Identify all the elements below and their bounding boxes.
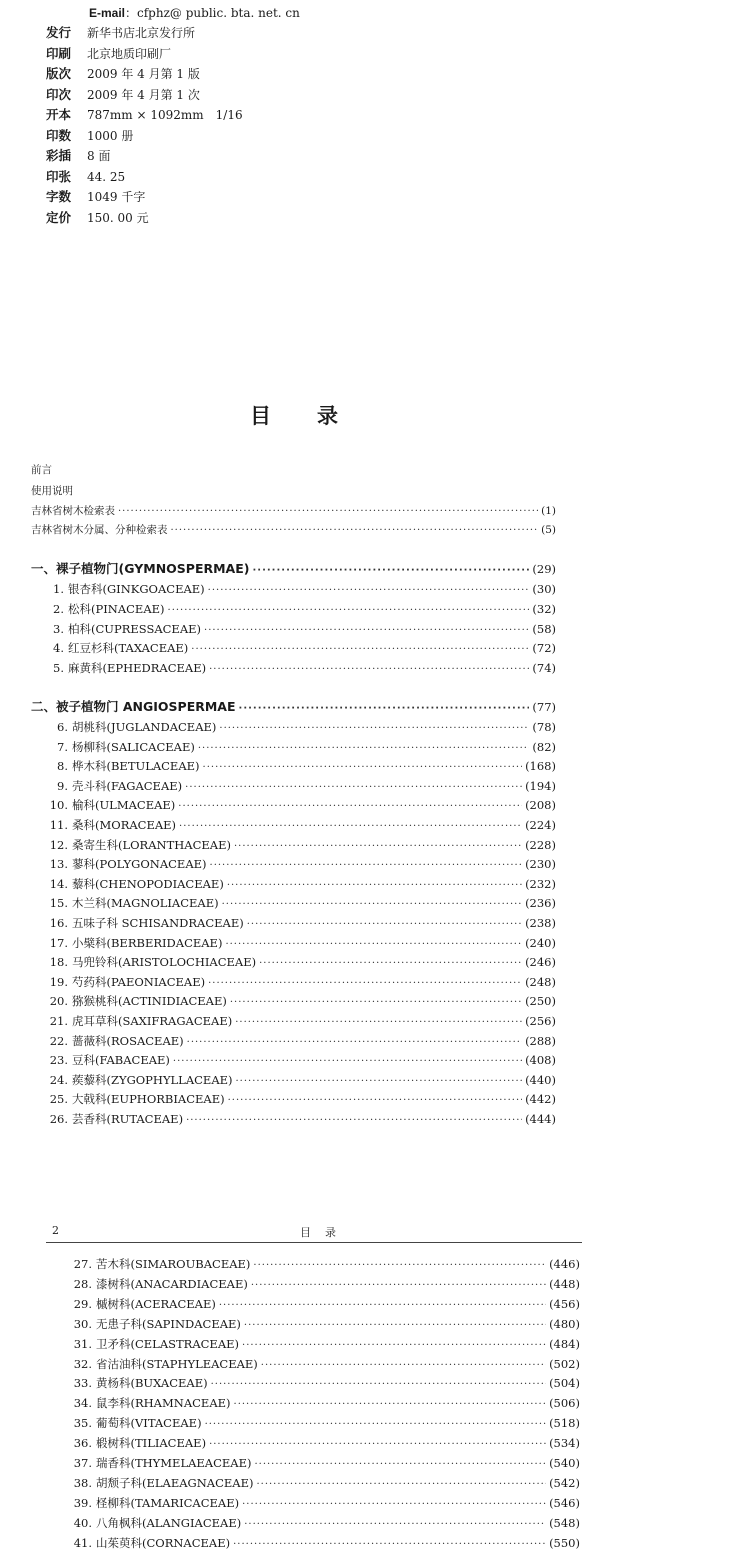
entry-label: 小檗科(BERBERIDACEAE) [72,935,223,950]
entry-label: 木兰科(MAGNOLIACEAE) [72,896,219,911]
entry-page: (448) [549,1276,580,1291]
toc-section-gymnosperms[interactable] [31,560,556,578]
dot-leader [256,1476,546,1494]
toc-entry[interactable] [38,875,556,893]
dot-leader [173,1053,522,1071]
entry-page: (74) [532,661,556,676]
toc-entry[interactable] [58,1514,580,1532]
entry-label: 八角枫科(ALANGIACEAE) [96,1515,242,1530]
toc-entry-prefatory[interactable] [31,482,556,500]
entry-label: 藜科(CHENOPODIACEAE) [72,876,224,891]
dot-leader [233,1536,546,1554]
entry-page: (256) [525,1014,556,1028]
colophon-row [46,86,200,104]
entry-page: (236) [525,896,556,911]
toc-entry[interactable] [38,600,556,618]
toc-entry[interactable] [38,934,556,952]
entry-number: 33. [73,1376,92,1391]
toc-title: 目录 [250,404,384,428]
entry-page: (168) [525,759,556,774]
toc-entry[interactable] [58,1494,580,1512]
toc-entry[interactable] [38,1110,556,1128]
colophon-key: 定价 [46,209,72,225]
dot-leader [191,641,529,659]
entry-number: 40. [73,1515,92,1530]
entry-label: 榆科(ULMACEAE) [72,798,176,813]
colophon-row [46,127,133,145]
entry-page: (224) [525,818,556,832]
colophon-key: 印数 [46,127,72,143]
dot-leader [235,1014,522,1032]
toc-entry[interactable] [38,894,556,912]
dot-leader [187,1034,522,1052]
entry-label: 桑寄生科(LORANTHACEAE) [72,837,231,852]
entry-label: 吉林省树木检索表 [31,505,115,517]
entry-number: 11. [49,818,68,832]
toc-entry[interactable] [38,953,556,971]
entry-page: (1) [541,505,556,517]
entry-label: 芸香科(RUTACEAE) [72,1112,184,1126]
toc-entry[interactable] [58,1394,580,1412]
entry-page: (446) [549,1257,580,1271]
entry-page: (228) [525,837,556,852]
entry-page: (502) [549,1356,580,1371]
entry-label: 蒺藜科(ZYGOPHYLLACEAE) [72,1072,233,1087]
entry-number: 25. [49,1092,68,1107]
entry-page: (82) [532,739,556,754]
entry-number: 16. [49,916,68,930]
entry-label: 吉林省树木分属、分种检索表 [31,524,168,536]
toc-entry-prefatory[interactable] [31,502,556,520]
entry-label: 鼠李科(RHAMNACEAE) [96,1396,231,1411]
toc-entry[interactable] [58,1434,580,1452]
entry-label: 豆科(FABACEAE) [72,1053,170,1068]
entry-page: (72) [532,641,556,656]
colophon-key: 开本 [46,107,72,122]
entry-page: (288) [525,1033,556,1048]
entry-page: (440) [525,1072,556,1087]
entry-label: 桑科(MORACEAE) [72,818,177,832]
colophon-value: 2009 年 4 月第 1 次 [87,87,200,102]
entry-label: 省沽油科(STAPHYLEACEAE) [96,1356,258,1371]
colophon-row [46,45,171,63]
entry-number: 36. [73,1436,92,1451]
entry-label: 一、裸子植物门(GYMNOSPERMAE) [31,561,250,576]
entry-number: 9. [57,778,68,793]
entry-label: 马兜铃科(ARISTOLOCHIACEAE) [72,955,257,970]
dot-leader [236,1073,523,1091]
entry-label: 猕猴桃科(ACTINIDIACEAE) [72,994,227,1009]
colophon-value: 1000 册 [87,128,134,143]
entry-label: 芍药科(PAEONIACEAE) [72,974,206,989]
entry-page: (534) [549,1436,580,1451]
page-number: 2 [52,1224,59,1237]
dot-leader [208,582,530,600]
dot-leader [219,720,529,738]
entry-label: 蔷薇科(ROSACEAE) [72,1033,184,1048]
entry-number: 19. [49,974,68,989]
dot-leader [244,1516,546,1534]
dot-leader [252,562,529,580]
toc-entry[interactable] [38,718,556,736]
colophon-row [46,188,145,206]
entry-page: (504) [549,1376,580,1391]
entry-label: 壳斗科(FAGACEAE) [72,778,183,793]
toc-entry[interactable] [38,639,556,657]
entry-number: 22. [49,1033,68,1048]
dot-leader [118,503,538,521]
toc-entry[interactable] [58,1315,580,1333]
entry-label: 大戟科(EUPHORBIACEAE) [72,1092,225,1107]
dot-leader [234,1396,547,1414]
dot-leader [234,838,522,856]
colophon-value: 2009 年 4 月第 1 版 [87,67,200,81]
dot-leader [230,994,522,1012]
entry-page: (29) [532,562,556,576]
entry-number: 4. [53,641,64,656]
colophon-value: 8 面 [87,149,111,163]
toc-entry[interactable] [38,777,556,795]
dot-leader [219,1297,546,1315]
entry-number: 1. [53,582,64,596]
entry-number: 12. [49,837,68,852]
toc-entry[interactable] [58,1534,580,1552]
entry-label: 胡颓子科(ELAEAGNACEAE) [96,1475,254,1490]
entry-number: 13. [49,857,68,872]
entry-page: (194) [525,778,556,793]
dot-leader [242,1337,546,1355]
entry-page: (30) [532,582,556,596]
entry-number: 29. [73,1296,92,1311]
entry-number: 34. [73,1396,92,1411]
colophon-row [46,24,195,42]
entry-label: 红豆杉科(TAXACEAE) [68,641,189,656]
toc-entry[interactable] [38,816,556,834]
toc-entry[interactable] [58,1454,580,1472]
entry-number: 30. [73,1316,92,1331]
entry-page: (240) [525,935,556,950]
entry-number: 3. [53,621,64,636]
dot-leader [209,661,529,679]
toc-entry-prefatory[interactable] [31,521,556,539]
toc-entry[interactable] [38,1012,556,1030]
colophon-row [46,168,125,186]
entry-page: (444) [525,1112,556,1126]
dot-leader [253,1257,546,1275]
email-value: ：cfphz@ public. bta. net. cn [125,6,300,20]
entry-label: 黄杨科(BUXACEAE) [96,1376,208,1391]
dot-leader [168,602,530,620]
dot-leader [228,1092,522,1110]
dot-leader [171,522,539,540]
dot-leader [227,877,522,895]
entry-number: 5. [53,661,64,676]
toc-entry[interactable] [38,973,556,991]
entry-label: 蓼科(POLYGONACEAE) [72,857,207,872]
dot-leader [208,975,522,993]
colophon-key: 发行 [46,25,72,40]
entry-number: 10. [49,798,68,813]
colophon-value: 44. 25 [87,169,126,184]
entry-label: 葡萄科(VITACEAE) [96,1416,202,1431]
colophon-value: 北京地质印刷厂 [87,46,172,61]
dot-leader [239,700,530,718]
dot-leader [185,779,522,797]
dot-leader [186,1112,522,1130]
toc-entry[interactable] [58,1414,580,1432]
entry-label: 杨柳科(SALICACEAE) [72,739,195,754]
toc-entry[interactable] [58,1295,580,1313]
entry-label: 山茱萸科(CORNACEAE) [96,1535,231,1550]
toc-entry[interactable] [58,1374,580,1392]
entry-label: 椴树科(TILIACEAE) [96,1436,207,1451]
entry-label: 漆树科(ANACARDIACEAE) [96,1276,248,1291]
toc-entry[interactable] [38,855,556,873]
colophon-key: 版次 [46,66,72,81]
dot-leader [261,1357,546,1375]
dot-leader [211,1376,546,1394]
dot-leader [259,955,522,973]
colophon-row [46,147,110,165]
toc-entry[interactable] [58,1255,580,1273]
toc-entry[interactable] [38,757,556,775]
dot-leader [209,1436,546,1454]
entry-page: (408) [525,1053,556,1068]
entry-label: 二、被子植物门 ANGIOSPERMAE [31,699,236,714]
dot-leader [225,936,522,954]
entry-number: 18. [49,955,68,970]
colophon-key: 印次 [46,86,72,102]
entry-page: (518) [549,1416,580,1431]
toc-entry[interactable] [38,580,556,598]
entry-number: 41. [73,1535,92,1550]
entry-number: 37. [73,1456,92,1470]
entry-number: 20. [49,994,68,1009]
entry-page: (506) [549,1396,580,1411]
toc-section-angiosperms[interactable] [31,698,556,716]
entry-number: 7. [57,739,68,754]
entry-label: 卫矛科(CELASTRACEAE) [96,1336,240,1351]
dot-leader [203,759,523,777]
toc-entry[interactable] [38,836,556,854]
entry-page: (540) [549,1456,580,1470]
entry-page: (542) [549,1475,580,1490]
entry-number: 39. [73,1495,92,1510]
toc-entry[interactable] [58,1355,580,1373]
entry-number: 35. [73,1416,92,1431]
entry-page: (208) [525,798,556,813]
toc-entry[interactable] [38,1090,556,1108]
dot-leader [198,740,530,758]
dot-leader [242,1496,546,1514]
entry-number: 38. [73,1475,92,1490]
entry-page: (58) [532,621,556,636]
entry-label: 五味子科 SCHISANDRACEAE) [72,916,244,930]
toc-entry[interactable] [58,1275,580,1293]
colophon-row [46,106,243,124]
entry-number: 24. [49,1072,68,1087]
dot-leader [247,916,522,934]
entry-label: 麻黄科(EPHEDRACEAE) [68,661,207,676]
entry-number: 31. [73,1336,92,1351]
toc-entry-prefatory[interactable] [31,461,556,479]
entry-label: 银杏科(GINKGOACEAE) [68,582,205,596]
entry-number: 15. [49,896,68,911]
colophon-value: 1049 千字 [87,190,146,204]
entry-page: (250) [525,994,556,1009]
dot-leader [178,798,522,816]
entry-label: 瑞香科(THYMELAEACEAE) [96,1456,252,1470]
dot-leader [254,1456,546,1474]
entry-page: (484) [549,1336,580,1351]
entry-page: (238) [525,916,556,930]
toc-entry[interactable] [38,1051,556,1069]
entry-page: (78) [532,720,556,734]
colophon-row [46,209,149,227]
entry-page: (456) [549,1296,580,1311]
entry-number: 23. [49,1053,68,1068]
toc-entry[interactable] [38,796,556,814]
colophon-value: 787mm × 1092mm 1/16 [87,108,243,122]
toc-entry[interactable] [38,738,556,756]
entry-label: 松科(PINACEAE) [68,601,165,616]
entry-label: 柽柳科(TAMARICACEAE) [96,1495,240,1510]
toc-entry[interactable] [38,992,556,1010]
toc-entry[interactable] [38,914,556,932]
colophon-value: 新华书店北京发行所 [87,26,196,40]
entry-label: 苦木科(SIMAROUBACEAE) [96,1257,251,1271]
toc-entry[interactable] [38,1071,556,1089]
dot-leader [205,1416,547,1434]
entry-page: (248) [525,974,556,989]
colophon-key: 印张 [46,168,72,184]
entry-number: 21. [49,1014,68,1028]
entry-page: (32) [532,601,556,616]
entry-page: (230) [525,857,556,872]
entry-page: (548) [549,1515,580,1530]
toc-entry[interactable] [38,1032,556,1050]
entry-number: 8. [57,759,68,774]
toc-entry[interactable] [58,1335,580,1353]
entry-label: 无患子科(SAPINDACEAE) [96,1316,241,1331]
dot-leader [210,857,523,875]
entry-page: (546) [549,1495,580,1510]
email-line [89,4,300,21]
running-head [46,1222,582,1243]
dot-leader [222,896,522,914]
entry-label: 虎耳草科(SAXIFRAGACEAE) [72,1014,233,1028]
entry-number: 14. [49,876,68,891]
entry-page: (77) [532,700,556,714]
toc-entry[interactable] [38,659,556,677]
entry-label: 桦木科(BETULACEAE) [72,759,200,774]
entry-page: (550) [549,1535,580,1550]
entry-label: 胡桃科(JUGLANDACEAE) [72,720,217,734]
entry-label: 前言 [31,464,52,476]
entry-page: (5) [541,524,556,536]
colophon-key: 字数 [46,189,72,204]
colophon-row [46,65,200,83]
entry-number: 28. [73,1276,92,1291]
entry-number: 27. [73,1257,92,1271]
colophon-key: 彩插 [46,148,72,163]
running-title: 目录 [300,1226,350,1239]
entry-label: 柏科(CUPRESSACEAE) [68,621,202,636]
entry-number: 6. [57,720,68,734]
dot-leader [244,1317,546,1335]
toc-entry[interactable] [58,1474,580,1492]
entry-number: 17. [49,935,68,950]
colophon-value: 150. 00 元 [87,210,149,225]
entry-page: (442) [525,1092,556,1107]
entry-number: 2. [53,601,64,616]
entry-number: 26. [49,1112,68,1126]
colophon-key: 印刷 [46,45,72,61]
dot-leader [179,818,522,836]
entry-page: (246) [525,955,556,970]
dot-leader [251,1277,546,1295]
entry-page: (480) [549,1316,580,1331]
dot-leader [204,622,529,640]
email-label: E-mail [89,6,126,20]
toc-entry[interactable] [38,620,556,638]
entry-label: 槭树科(ACERACEAE) [96,1296,216,1311]
entry-page: (232) [525,876,556,891]
entry-label: 使用说明 [31,485,73,497]
entry-number: 32. [73,1356,92,1371]
